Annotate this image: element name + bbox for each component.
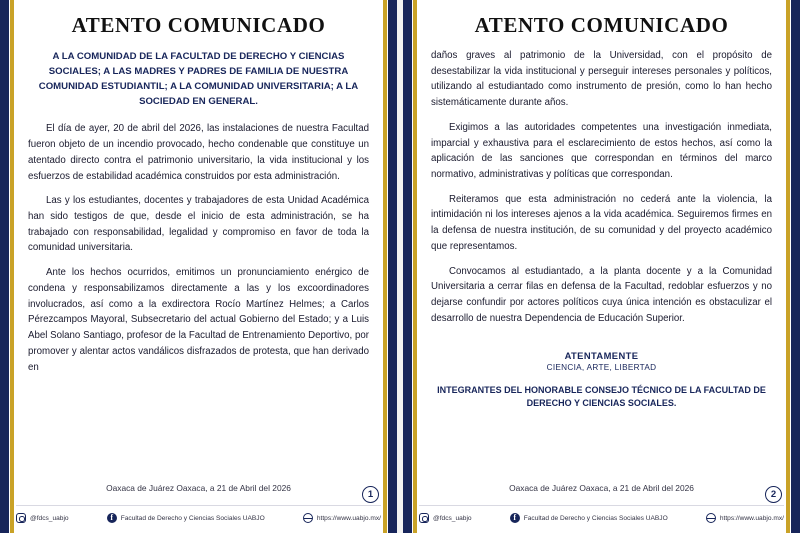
signature-motto: CIENCIA, ARTE, LIBERTAD	[546, 362, 657, 372]
page1-left-gold-bar	[10, 0, 14, 533]
page1-place-date: Oaxaca de Juárez Oaxaca, a 21 de Abril del 2026	[106, 483, 291, 493]
page2-place-date: Oaxaca de Juárez Oaxaca, a 21 de Abril del 2026	[509, 483, 694, 493]
globe-icon	[706, 513, 716, 523]
page1-left-navy-bar	[0, 0, 9, 533]
paragraph: Convocamos al estudiantado, a la planta docente y a la Comunidad Universitaria a cerrar filas en defensa de la Facultad, redoblar esfuerzos y no dejarse confundir por actores políticos cuya única intención es obstaculizar el desarrollo de nuestra Dependencia de Educación Superior.	[431, 265, 772, 324]
signature-title: ATENTAMENTE	[564, 349, 639, 361]
page2-left-navy-bar	[403, 0, 412, 533]
footer-instagram-label: @fdcs_uabjo	[433, 514, 472, 522]
page-title: ATENTO COMUNICADO	[474, 13, 729, 37]
page2-right-navy-bar	[791, 0, 800, 533]
footer-instagram[interactable]	[16, 513, 69, 523]
footer-instagram[interactable]	[419, 513, 472, 523]
document-page-2	[403, 0, 800, 533]
signature-block	[435, 350, 768, 411]
facebook-icon: f	[510, 513, 520, 523]
paragraph: Exigimos a las autoridades competentes una investigación inmediata, imparcial y exhaustiva para el esclarecimiento de estos hechos, así como la aplicación de las sanciones que correspondan en términos del marco normativo, administrativas y políticas que correspondan.	[431, 121, 772, 181]
footer-facebook-label: Facultad de Derecho y Ciencias Sociales UABJO	[120, 514, 265, 522]
page1-footer	[16, 505, 381, 527]
paragraph: daños graves al patrimonio de la Universidad, con el propósito de desestabilizar la vida institucional y perseguir intereses personales y políticos, utilizando al estudiantado como instrumento de presión, como lo han hecho sistemáticamente durante años.	[431, 50, 772, 109]
page2-right-gold-bar	[786, 0, 790, 533]
footer-website[interactable]	[706, 513, 784, 523]
footer-website-label: https://www.uabjo.mx/	[316, 514, 381, 522]
footer-facebook[interactable]	[107, 513, 265, 523]
addressee-block: A LA COMUNIDAD DE LA FACULTAD DE DERECHO Y CIENCIAS SOCIALES; A LAS MADRES Y PADRES DE FAMILIA DE NUESTRA COMUNIDAD ESTUDIANTIL; A LA COMUNIDAD UNIVERSITARIA; A LA SOCIEDAD EN GENERAL.	[38, 51, 359, 107]
document-page-1	[0, 0, 397, 533]
page2-footer	[419, 505, 784, 527]
page1-right-navy-bar	[388, 0, 397, 533]
paragraph: El día de ayer, 20 de abril del 2026, las instalaciones de nuestra Facultad fueron objeto de un incendio provocado, hecho condenable que constituye un atentado directo contra el patrimonio universitario, la vida institucional y los esfuerzos de estabilidad académica construidos por esta administración.	[28, 123, 369, 182]
page-title: ATENTO COMUNICADO	[71, 13, 326, 37]
paragraph: Las y los estudiantes, docentes y trabajadores de esta Unidad Académica han sido testigos de que, desde el inicio de esta administración, se ha trabajado con responsabilidad, legalidad y compromiso en favor de toda la comunidad universitaria.	[28, 195, 369, 254]
signature-organization: INTEGRANTES DEL HONORABLE CONSEJO TÉCNICO DE LA FACULTAD DE DERECHO Y CIENCIAS SOCIALES.	[437, 384, 766, 408]
paragraph: Ante los hechos ocurridos, emitimos un pronunciamiento enérgico de condena y responsabilizamos directamente a las y los excoordinadores involucrados, así como a la exdirectora Rocío Martínez Helmes; a Carlos Pérezcampos Mayoral, Subsecretario del actual Gobierno del Estado; y a Luis Abel Solano Santiago, profesor de la Facultad de Entrenamiento Deportivo, por promover y alentar actos vandálicos disfrazados de protesta, que han derivado en	[28, 267, 369, 373]
page2-body	[431, 48, 772, 336]
footer-website-label: https://www.uabjo.mx/	[719, 514, 784, 522]
globe-icon	[303, 513, 313, 523]
page2-content	[425, 0, 778, 533]
page2-left-gold-bar	[413, 0, 417, 533]
footer-website[interactable]	[303, 513, 381, 523]
footer-instagram-label: @fdcs_uabjo	[30, 514, 69, 522]
facebook-icon: f	[107, 513, 117, 523]
page-number-badge: 1	[362, 486, 379, 503]
paragraph: Reiteramos que esta administración no cederá ante la violencia, la intimidación ni los intereses ajenos a la vida académica. Seguiremos firmes en la defensa de nuestra institución, de su comunidad y del proyecto académico que representamos.	[431, 193, 772, 252]
page-number-badge: 2	[765, 486, 782, 503]
page1-right-gold-bar	[383, 0, 387, 533]
page1-content	[22, 0, 375, 533]
page1-body	[28, 121, 369, 384]
footer-facebook[interactable]	[510, 513, 668, 523]
instagram-icon	[419, 513, 429, 523]
footer-facebook-label: Facultad de Derecho y Ciencias Sociales UABJO	[523, 514, 668, 522]
instagram-icon	[16, 513, 26, 523]
